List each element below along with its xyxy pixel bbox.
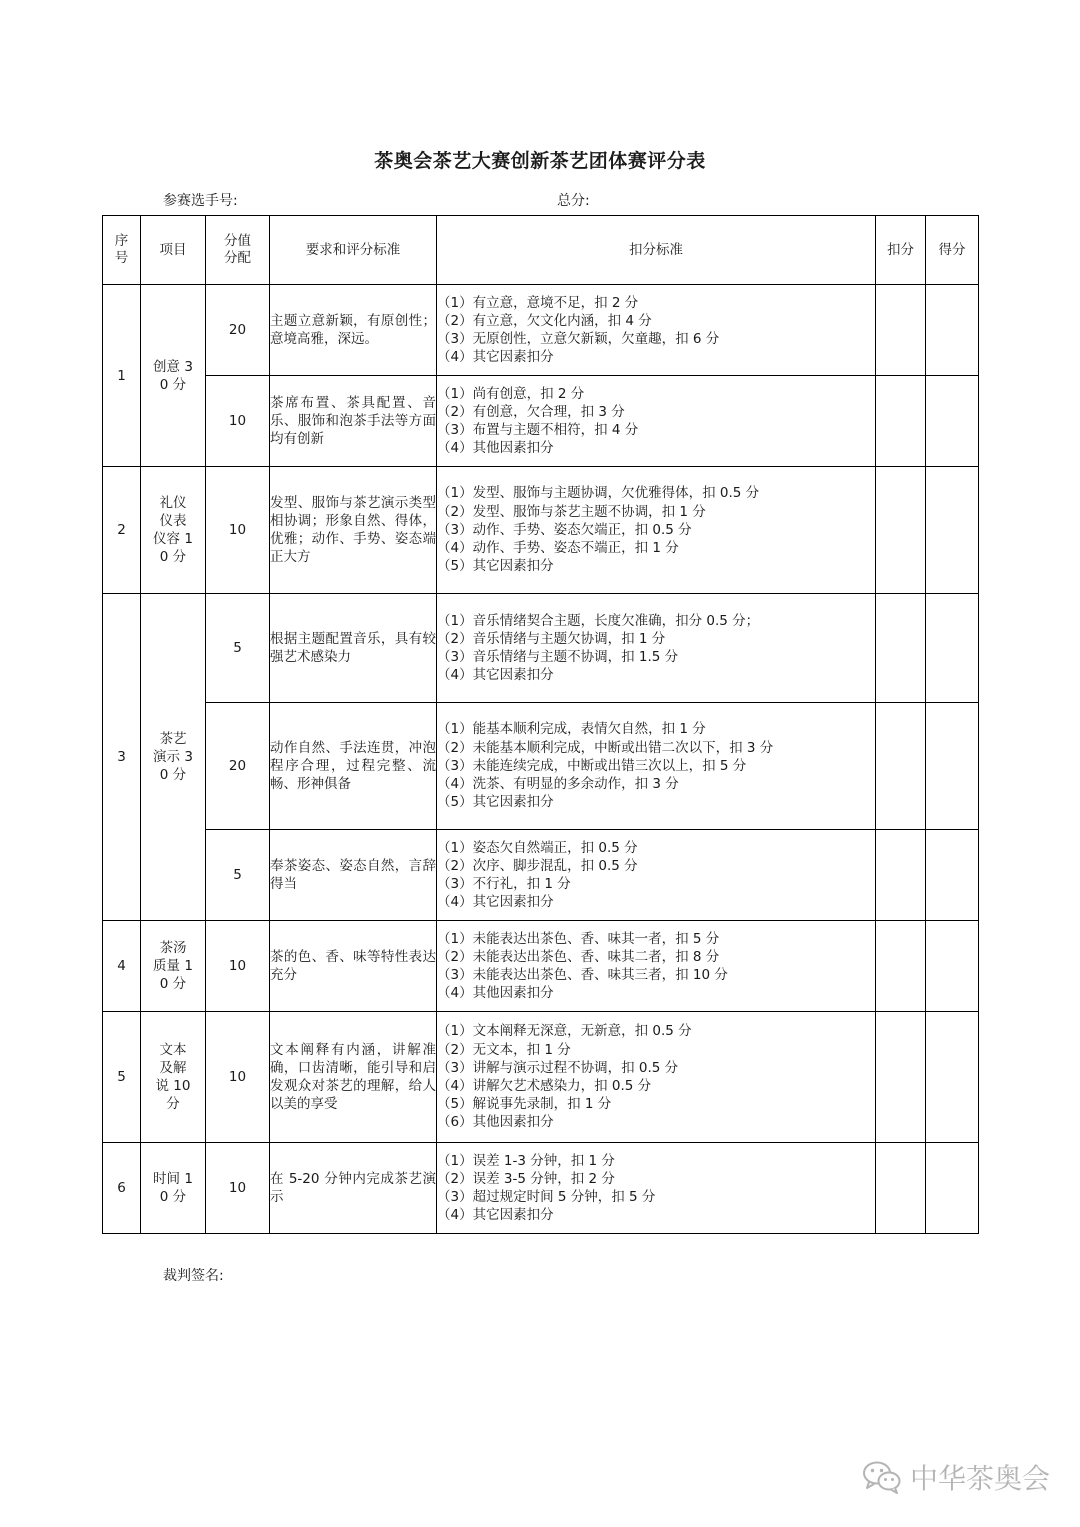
header-points: 分值分配 (206, 216, 270, 285)
table-row (103, 467, 979, 594)
deduct-input-cell[interactable] (876, 921, 926, 1012)
deduction-cell: （1）尚有创意，扣 2 分 （2）有创意，欠合理，扣 3 分 （3）布置与主题不相符，扣 4 分 （4）其他因素扣分 (437, 376, 876, 467)
points-cell: 20 (206, 285, 270, 376)
table-header-row (103, 216, 979, 285)
deduction-cell: （1）文本阐释无深意，无新意，扣 0.5 分 （2）无文本，扣 1 分 （3）讲解与演示过程不协调，扣 0.5 分 （4）讲解欠艺术感染力，扣 0.5 分 （5）解说事先录制，扣 1 分 （6）其他因素扣分 (437, 1012, 876, 1143)
seq-cell: 6 (103, 1143, 141, 1234)
deduction-cell: （1）误差 1-3 分钟，扣 1 分 （2）误差 3-5 分钟，扣 2 分 （3）超过规定时间 5 分钟，扣 5 分 （4）其它因素扣分 (437, 1143, 876, 1234)
table-row (103, 830, 979, 921)
deduction-cell: （1）有立意，意境不足，扣 2 分 （2）有立意，欠文化内涵，扣 4 分 （3）无原创性，立意欠新颖，欠童趣，扣 6 分 （4）其它因素扣分 (437, 285, 876, 376)
item-cell: 创意 30 分 (141, 285, 206, 467)
header-deduction-standard: 扣分标准 (437, 216, 876, 285)
deduct-input-cell[interactable] (876, 467, 926, 594)
seq-cell: 2 (103, 467, 141, 594)
deduction-cell: （1）音乐情绪契合主题，长度欠准确，扣分 0.5 分； （2）音乐情绪与主题欠协调，扣 1 分 （3）音乐情绪与主题不协调，扣 1.5 分 （4）其它因素扣分 (437, 594, 876, 703)
header-item: 项目 (141, 216, 206, 285)
deduction-cell: （1）姿态欠自然端正，扣 0.5 分 （2）次序、脚步混乱，扣 0.5 分 （3）不行礼，扣 1 分 （4）其它因素扣分 (437, 830, 876, 921)
judge-signature-label: 裁判签名: (163, 1268, 224, 1284)
standard-cell: 茶的色、香、味等特性表达充分 (270, 921, 437, 1012)
points-cell: 20 (206, 703, 270, 830)
score-input-cell[interactable] (926, 376, 979, 467)
points-cell: 10 (206, 376, 270, 467)
item-cell: 茶艺演示 30 分 (141, 594, 206, 921)
item-cell: 茶汤质量 10 分 (141, 921, 206, 1012)
deduct-input-cell[interactable] (876, 1143, 926, 1234)
score-input-cell[interactable] (926, 921, 979, 1012)
score-input-cell[interactable] (926, 467, 979, 594)
table-row (103, 285, 979, 376)
score-input-cell[interactable] (926, 285, 979, 376)
points-cell: 5 (206, 594, 270, 703)
standard-cell: 在 5-20 分钟内完成茶艺演示 (270, 1143, 437, 1234)
item-cell: 礼仪仪表仪容 10 分 (141, 467, 206, 594)
seq-cell: 5 (103, 1012, 141, 1143)
points-cell: 10 (206, 467, 270, 594)
deduct-input-cell[interactable] (876, 1012, 926, 1143)
standard-cell: 动作自然、手法连贯，冲泡程序合理，过程完整、流畅、形神俱备 (270, 703, 437, 830)
standard-cell: 茶席布置、茶具配置、音乐、服饰和泡茶手法等方面均有创新 (270, 376, 437, 467)
points-cell: 10 (206, 1143, 270, 1234)
score-input-cell[interactable] (926, 1012, 979, 1143)
deduct-input-cell[interactable] (876, 703, 926, 830)
table-row (103, 921, 979, 1012)
table-row (103, 376, 979, 467)
deduct-input-cell[interactable] (876, 830, 926, 921)
standard-cell: 发型、服饰与茶艺演示类型相协调；形象自然、得体，优雅；动作、手势、姿态端正大方 (270, 467, 437, 594)
seq-cell: 1 (103, 285, 141, 467)
seq-cell: 4 (103, 921, 141, 1012)
header-score: 得分 (926, 216, 979, 285)
deduction-cell: （1）能基本顺利完成，表情欠自然，扣 1 分 （2）未能基本顺利完成，中断或出错二次以下，扣 3 分 （3）未能连续完成，中断或出错三次以上，扣 5 分 （4）洗茶、有明显的多余动作，扣 3 分 （5）其它因素扣分 (437, 703, 876, 830)
standard-cell: 主题立意新颖，有原创性；意境高雅，深远。 (270, 285, 437, 376)
points-cell: 10 (206, 1012, 270, 1143)
header-seq: 序号 (103, 216, 141, 285)
item-cell: 文本及解说 10 分 (141, 1012, 206, 1143)
seq-cell: 3 (103, 594, 141, 921)
score-input-cell[interactable] (926, 594, 979, 703)
watermark-text: 中华茶奥会 (910, 1462, 1051, 1495)
wechat-icon (862, 1460, 902, 1494)
deduction-cell: （1）未能表达出茶色、香、味其一者，扣 5 分 （2）未能表达出茶色、香、味其二者，扣 8 分 （3）未能表达出茶色、香、味其三者，扣 10 分 （4）其他因素扣分 (437, 921, 876, 1012)
header-standard: 要求和评分标准 (270, 216, 437, 285)
table-row (103, 703, 979, 830)
header-deduct: 扣分 (876, 216, 926, 285)
scoring-table (102, 215, 979, 1234)
standard-cell: 奉茶姿态、姿态自然，言辞得当 (270, 830, 437, 921)
deduct-input-cell[interactable] (876, 594, 926, 703)
table-row (103, 1012, 979, 1143)
standard-cell: 文本阐释有内涵，讲解准确，口齿清晰，能引导和启发观众对茶艺的理解，给人以美的享受 (270, 1012, 437, 1143)
deduct-input-cell[interactable] (876, 376, 926, 467)
deduction-cell: （1）发型、服饰与主题协调，欠优雅得体，扣 0.5 分 （2）发型、服饰与茶艺主题不协调，扣 1 分 （3）动作、手势、姿态欠端正，扣 0.5 分 （4）动作、手势、姿态不端正，扣 1 分 （5）其它因素扣分 (437, 467, 876, 594)
contestant-number-label: 参赛选手号: (163, 193, 238, 209)
table-row (103, 594, 979, 703)
table-row (103, 1143, 979, 1234)
points-cell: 5 (206, 830, 270, 921)
standard-cell: 根据主题配置音乐，具有较强艺术感染力 (270, 594, 437, 703)
score-input-cell[interactable] (926, 703, 979, 830)
watermark (862, 1455, 1050, 1499)
total-score-label: 总分: (557, 193, 590, 209)
deduct-input-cell[interactable] (876, 285, 926, 376)
item-cell: 时间 10 分 (141, 1143, 206, 1234)
score-input-cell[interactable] (926, 1143, 979, 1234)
points-cell: 10 (206, 921, 270, 1012)
score-input-cell[interactable] (926, 830, 979, 921)
page-title: 茶奥会茶艺大赛创新茶艺团体赛评分表 (374, 150, 706, 172)
